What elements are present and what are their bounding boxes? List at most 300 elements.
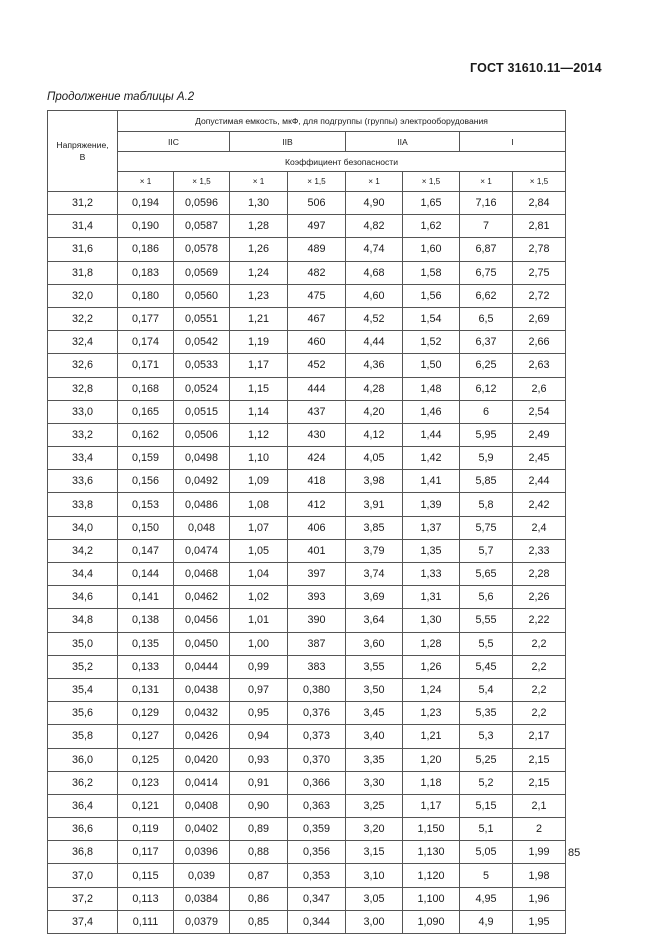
page-number: 85 xyxy=(568,847,581,859)
capacitance-cell: 1,52 xyxy=(403,331,460,354)
capacitance-cell: 3,45 xyxy=(346,702,403,725)
capacitance-cell: 6,75 xyxy=(460,261,513,284)
capacitance-cell: 1,100 xyxy=(403,887,460,910)
capacitance-cell: 5,2 xyxy=(460,771,513,794)
table-row xyxy=(48,354,566,377)
capacitance-cell: 3,15 xyxy=(346,841,403,864)
capacitance-cell: 2,63 xyxy=(513,354,566,377)
capacitance-cell: 1,21 xyxy=(230,307,288,330)
capacitance-cell: 1,26 xyxy=(230,238,288,261)
table-row xyxy=(48,261,566,284)
capacitance-cell: 2 xyxy=(513,818,566,841)
group-header-i: I xyxy=(460,132,566,152)
capacitance-cell: 0,127 xyxy=(118,725,174,748)
capacitance-cell: 0,89 xyxy=(230,818,288,841)
capacitance-cell: 1,08 xyxy=(230,493,288,516)
capacitance-cell: 2,66 xyxy=(513,331,566,354)
capacitance-cell: 4,36 xyxy=(346,354,403,377)
table-row xyxy=(48,238,566,261)
capacitance-cell: 0,0560 xyxy=(174,284,230,307)
factor-header: × 1,5 xyxy=(403,172,460,192)
capacitance-cell: 0,0587 xyxy=(174,215,230,238)
capacitance-cell: 3,60 xyxy=(346,632,403,655)
capacitance-cell: 0,0456 xyxy=(174,609,230,632)
capacitance-cell: 1,26 xyxy=(403,655,460,678)
capacitance-cell: 1,30 xyxy=(230,192,288,215)
voltage-cell: 35,6 xyxy=(48,702,118,725)
capacitance-cell: 6 xyxy=(460,400,513,423)
capacitance-cell: 3,40 xyxy=(346,725,403,748)
capacitance-cell: 0,91 xyxy=(230,771,288,794)
capacitance-cell: 0,0438 xyxy=(174,678,230,701)
capacitance-cell: 7 xyxy=(460,215,513,238)
capacitance-cell: 0,0551 xyxy=(174,307,230,330)
capacitance-cell: 2,78 xyxy=(513,238,566,261)
group-header-iic: IIC xyxy=(118,132,230,152)
capacitance-cell: 6,87 xyxy=(460,238,513,261)
capacitance-cell: 430 xyxy=(288,423,346,446)
capacitance-cell: 0,174 xyxy=(118,331,174,354)
voltage-cell: 32,4 xyxy=(48,331,118,354)
capacitance-cell: 5,65 xyxy=(460,563,513,586)
capacitance-cell: 2,15 xyxy=(513,771,566,794)
capacitance-cell: 1,50 xyxy=(403,354,460,377)
capacitance-cell: 0,0426 xyxy=(174,725,230,748)
voltage-cell: 33,2 xyxy=(48,423,118,446)
voltage-cell: 33,8 xyxy=(48,493,118,516)
capacitance-cell: 4,05 xyxy=(346,447,403,470)
table-header xyxy=(48,111,566,192)
capacitance-cell: 0,373 xyxy=(288,725,346,748)
capacitance-cell: 452 xyxy=(288,354,346,377)
capacitance-cell: 0,0524 xyxy=(174,377,230,400)
capacitance-cell: 4,52 xyxy=(346,307,403,330)
voltage-cell: 37,0 xyxy=(48,864,118,887)
capacitance-cell: 2,42 xyxy=(513,493,566,516)
capacitance-cell: 0,363 xyxy=(288,794,346,817)
voltage-cell: 33,6 xyxy=(48,470,118,493)
capacitance-cell: 2,49 xyxy=(513,423,566,446)
table-row xyxy=(48,215,566,238)
capacitance-cell: 2,54 xyxy=(513,400,566,423)
capacitance-cell: 3,10 xyxy=(346,864,403,887)
capacitance-cell: 1,15 xyxy=(230,377,288,400)
capacitance-cell: 1,00 xyxy=(230,632,288,655)
capacitance-cell: 5,75 xyxy=(460,516,513,539)
capacitance-cell: 5,25 xyxy=(460,748,513,771)
voltage-cell: 35,2 xyxy=(48,655,118,678)
capacitance-cell: 2,26 xyxy=(513,586,566,609)
table-row xyxy=(48,794,566,817)
capacitance-cell: 1,96 xyxy=(513,887,566,910)
capacitance-cell: 0,156 xyxy=(118,470,174,493)
capacitance-cell: 5,95 xyxy=(460,423,513,446)
capacitance-cell: 1,23 xyxy=(403,702,460,725)
capacitance-cell: 1,17 xyxy=(230,354,288,377)
capacitance-cell: 6,12 xyxy=(460,377,513,400)
capacitance-cell: 5,45 xyxy=(460,655,513,678)
capacitance-cell: 2,1 xyxy=(513,794,566,817)
capacitance-cell: 4,68 xyxy=(346,261,403,284)
capacitance-cell: 2,75 xyxy=(513,261,566,284)
voltage-cell: 31,4 xyxy=(48,215,118,238)
capacitance-cell: 0,135 xyxy=(118,632,174,655)
capacitance-cell: 0,85 xyxy=(230,910,288,933)
capacitance-cell: 0,0596 xyxy=(174,192,230,215)
capacitance-cell: 489 xyxy=(288,238,346,261)
capacitance-cell: 406 xyxy=(288,516,346,539)
capacitance-cell: 0,0444 xyxy=(174,655,230,678)
capacitance-cell: 387 xyxy=(288,632,346,655)
voltage-cell: 36,4 xyxy=(48,794,118,817)
table-row xyxy=(48,400,566,423)
capacitance-cell: 0,0474 xyxy=(174,539,230,562)
capacitance-cell: 6,5 xyxy=(460,307,513,330)
capacitance-cell: 1,120 xyxy=(403,864,460,887)
capacitance-cell: 0,115 xyxy=(118,864,174,887)
capacitance-cell: 0,121 xyxy=(118,794,174,817)
capacitance-cell: 0,347 xyxy=(288,887,346,910)
capacitance-cell: 6,62 xyxy=(460,284,513,307)
capacitance-cell: 3,64 xyxy=(346,609,403,632)
capacitance-cell: 5,4 xyxy=(460,678,513,701)
capacitance-cell: 2,4 xyxy=(513,516,566,539)
voltage-cell: 37,2 xyxy=(48,887,118,910)
capacitance-cell: 4,90 xyxy=(346,192,403,215)
capacitance-cell: 0,168 xyxy=(118,377,174,400)
capacitance-cell: 397 xyxy=(288,563,346,586)
capacitance-cell: 7,16 xyxy=(460,192,513,215)
capacitance-cell: 0,94 xyxy=(230,725,288,748)
capacitance-cell: 401 xyxy=(288,539,346,562)
capacitance-cell: 2,44 xyxy=(513,470,566,493)
capacitance-cell: 0,123 xyxy=(118,771,174,794)
capacitance-cell: 1,65 xyxy=(403,192,460,215)
capacitance-cell: 0,0486 xyxy=(174,493,230,516)
capacitance-cell: 0,0468 xyxy=(174,563,230,586)
capacitance-cell: 5 xyxy=(460,864,513,887)
capacitance-cell: 1,05 xyxy=(230,539,288,562)
voltage-cell: 31,8 xyxy=(48,261,118,284)
table-row xyxy=(48,586,566,609)
factor-header: × 1 xyxy=(118,172,174,192)
voltage-cell: 36,8 xyxy=(48,841,118,864)
capacitance-cell: 0,131 xyxy=(118,678,174,701)
capacitance-cell: 0,147 xyxy=(118,539,174,562)
capacitance-cell: 0,0379 xyxy=(174,910,230,933)
capacitance-cell: 5,8 xyxy=(460,493,513,516)
voltage-cell: 36,2 xyxy=(48,771,118,794)
table-row xyxy=(48,192,566,215)
capacitance-cell: 0,344 xyxy=(288,910,346,933)
capacitance-cell: 0,048 xyxy=(174,516,230,539)
capacitance-cell: 0,138 xyxy=(118,609,174,632)
table-row xyxy=(48,377,566,400)
capacitance-cell: 1,31 xyxy=(403,586,460,609)
capacitance-cell: 0,186 xyxy=(118,238,174,261)
capacitance-cell: 2,72 xyxy=(513,284,566,307)
capacitance-cell: 1,42 xyxy=(403,447,460,470)
voltage-cell: 34,6 xyxy=(48,586,118,609)
capacitance-cell: 0,0506 xyxy=(174,423,230,446)
capacitance-cell: 1,46 xyxy=(403,400,460,423)
capacitance-cell: 3,50 xyxy=(346,678,403,701)
capacitance-cell: 1,95 xyxy=(513,910,566,933)
capacitance-cell: 3,91 xyxy=(346,493,403,516)
capacitance-cell: 2,15 xyxy=(513,748,566,771)
capacitance-cell: 5,6 xyxy=(460,586,513,609)
table-row xyxy=(48,470,566,493)
capacitance-cell: 2,33 xyxy=(513,539,566,562)
capacitance-cell: 0,0533 xyxy=(174,354,230,377)
capacitance-cell: 0,153 xyxy=(118,493,174,516)
capacitance-cell: 1,18 xyxy=(403,771,460,794)
capacitance-cell: 0,0569 xyxy=(174,261,230,284)
capacitance-cell: 0,0420 xyxy=(174,748,230,771)
capacitance-cell: 0,171 xyxy=(118,354,174,377)
capacitance-cell: 0,190 xyxy=(118,215,174,238)
capacitance-cell: 475 xyxy=(288,284,346,307)
voltage-cell: 34,2 xyxy=(48,539,118,562)
capacitance-cell: 5,1 xyxy=(460,818,513,841)
capacitance-cell: 1,04 xyxy=(230,563,288,586)
capacitance-cell: 2,17 xyxy=(513,725,566,748)
capacitance-cell: 3,20 xyxy=(346,818,403,841)
voltage-cell: 31,2 xyxy=(48,192,118,215)
capacitance-cell: 0,177 xyxy=(118,307,174,330)
capacitance-cell: 1,60 xyxy=(403,238,460,261)
voltage-cell: 35,8 xyxy=(48,725,118,748)
table-row xyxy=(48,910,566,933)
voltage-cell: 33,4 xyxy=(48,447,118,470)
capacitance-cell: 1,33 xyxy=(403,563,460,586)
capacitance-cell: 0,129 xyxy=(118,702,174,725)
capacitance-cell: 2,28 xyxy=(513,563,566,586)
capacitance-cell: 2,81 xyxy=(513,215,566,238)
capacitance-cell: 1,56 xyxy=(403,284,460,307)
capacitance-cell: 0,380 xyxy=(288,678,346,701)
voltage-header-unit: В xyxy=(79,152,86,162)
capacitance-cell: 2,2 xyxy=(513,655,566,678)
capacitance-cell: 1,17 xyxy=(403,794,460,817)
capacitance-cell: 2,2 xyxy=(513,702,566,725)
table-row xyxy=(48,771,566,794)
capacitance-cell: 1,130 xyxy=(403,841,460,864)
table-row xyxy=(48,516,566,539)
factor-header: × 1 xyxy=(346,172,403,192)
capacitance-cell: 424 xyxy=(288,447,346,470)
capacitance-cell: 1,28 xyxy=(230,215,288,238)
capacitance-cell: 5,55 xyxy=(460,609,513,632)
table-body xyxy=(48,192,566,934)
capacitance-cell: 0,88 xyxy=(230,841,288,864)
capacitance-cell: 1,35 xyxy=(403,539,460,562)
capacitance-cell: 0,111 xyxy=(118,910,174,933)
capacitance-cell: 467 xyxy=(288,307,346,330)
voltage-cell: 33,0 xyxy=(48,400,118,423)
capacitance-cell: 444 xyxy=(288,377,346,400)
table-row xyxy=(48,447,566,470)
capacitance-cell: 1,07 xyxy=(230,516,288,539)
capacitance-cell: 0,376 xyxy=(288,702,346,725)
capacitance-cell: 0,353 xyxy=(288,864,346,887)
table-caption: Продолжение таблицы А.2 xyxy=(47,91,195,103)
capacitance-cell: 1,28 xyxy=(403,632,460,655)
voltage-cell: 35,0 xyxy=(48,632,118,655)
voltage-cell: 35,4 xyxy=(48,678,118,701)
capacitance-cell: 0,359 xyxy=(288,818,346,841)
capacitance-cell: 1,20 xyxy=(403,748,460,771)
capacitance-cell: 5,9 xyxy=(460,447,513,470)
capacitance-cell: 1,23 xyxy=(230,284,288,307)
table-row xyxy=(48,493,566,516)
capacitance-cell: 3,85 xyxy=(346,516,403,539)
capacitance-cell: 383 xyxy=(288,655,346,678)
capacitance-cell: 1,98 xyxy=(513,864,566,887)
capacitance-cell: 1,09 xyxy=(230,470,288,493)
capacitance-cell: 5,15 xyxy=(460,794,513,817)
capacitance-cell: 0,144 xyxy=(118,563,174,586)
table-row xyxy=(48,678,566,701)
capacitance-cell: 0,370 xyxy=(288,748,346,771)
capacitance-cell: 412 xyxy=(288,493,346,516)
capacitance-cell: 0,0462 xyxy=(174,586,230,609)
table-row xyxy=(48,818,566,841)
capacitance-cell: 0,87 xyxy=(230,864,288,887)
capacitance-cell: 5,3 xyxy=(460,725,513,748)
capacitance-cell: 4,82 xyxy=(346,215,403,238)
capacitance-cell: 0,165 xyxy=(118,400,174,423)
capacitance-cell: 1,24 xyxy=(230,261,288,284)
capacitance-cell: 0,141 xyxy=(118,586,174,609)
capacitance-cell: 0,0414 xyxy=(174,771,230,794)
capacitance-cell: 0,0396 xyxy=(174,841,230,864)
capacitance-cell: 4,28 xyxy=(346,377,403,400)
capacitance-header: Допустимая емкость, мкФ, для подгруппы (группы) электрооборудования xyxy=(118,111,566,132)
capacitance-cell: 2,45 xyxy=(513,447,566,470)
capacitance-cell: 0,0515 xyxy=(174,400,230,423)
capacitance-cell: 0,162 xyxy=(118,423,174,446)
table-row xyxy=(48,307,566,330)
capacitance-table xyxy=(47,110,566,934)
capacitance-cell: 482 xyxy=(288,261,346,284)
capacitance-cell: 2,6 xyxy=(513,377,566,400)
capacitance-cell: 4,20 xyxy=(346,400,403,423)
capacitance-cell: 0,150 xyxy=(118,516,174,539)
capacitance-cell: 3,00 xyxy=(346,910,403,933)
safety-factor-header: Коэффициент безопасности xyxy=(118,152,566,172)
capacitance-cell: 0,0402 xyxy=(174,818,230,841)
factor-header: × 1 xyxy=(460,172,513,192)
capacitance-cell: 1,02 xyxy=(230,586,288,609)
capacitance-cell: 0,0408 xyxy=(174,794,230,817)
table-row xyxy=(48,748,566,771)
table-row xyxy=(48,423,566,446)
capacitance-cell: 4,60 xyxy=(346,284,403,307)
capacitance-cell: 5,05 xyxy=(460,841,513,864)
capacitance-cell: 0,0384 xyxy=(174,887,230,910)
capacitance-cell: 0,133 xyxy=(118,655,174,678)
table-row xyxy=(48,887,566,910)
factor-header: × 1,5 xyxy=(513,172,566,192)
capacitance-cell: 1,99 xyxy=(513,841,566,864)
capacitance-cell: 3,05 xyxy=(346,887,403,910)
capacitance-cell: 0,0542 xyxy=(174,331,230,354)
capacitance-cell: 0,117 xyxy=(118,841,174,864)
table-row xyxy=(48,702,566,725)
voltage-cell: 36,0 xyxy=(48,748,118,771)
capacitance-cell: 0,125 xyxy=(118,748,174,771)
capacitance-cell: 1,01 xyxy=(230,609,288,632)
factor-header: × 1,5 xyxy=(288,172,346,192)
voltage-cell: 34,4 xyxy=(48,563,118,586)
capacitance-cell: 3,30 xyxy=(346,771,403,794)
capacitance-cell: 0,0498 xyxy=(174,447,230,470)
capacitance-cell: 4,9 xyxy=(460,910,513,933)
table-row xyxy=(48,609,566,632)
capacitance-cell: 0,039 xyxy=(174,864,230,887)
capacitance-cell: 2,69 xyxy=(513,307,566,330)
capacitance-cell: 3,79 xyxy=(346,539,403,562)
capacitance-cell: 393 xyxy=(288,586,346,609)
table-row xyxy=(48,632,566,655)
capacitance-cell: 6,37 xyxy=(460,331,513,354)
capacitance-cell: 0,95 xyxy=(230,702,288,725)
capacitance-cell: 460 xyxy=(288,331,346,354)
capacitance-cell: 437 xyxy=(288,400,346,423)
capacitance-cell: 0,97 xyxy=(230,678,288,701)
capacitance-cell: 1,54 xyxy=(403,307,460,330)
capacitance-cell: 0,90 xyxy=(230,794,288,817)
voltage-cell: 32,2 xyxy=(48,307,118,330)
capacitance-cell: 1,19 xyxy=(230,331,288,354)
capacitance-cell: 6,25 xyxy=(460,354,513,377)
voltage-header-label: Напряжение, xyxy=(56,140,109,150)
capacitance-cell: 5,35 xyxy=(460,702,513,725)
capacitance-cell: 4,12 xyxy=(346,423,403,446)
capacitance-cell: 0,183 xyxy=(118,261,174,284)
capacitance-cell: 0,99 xyxy=(230,655,288,678)
capacitance-cell: 5,5 xyxy=(460,632,513,655)
capacitance-cell: 0,0578 xyxy=(174,238,230,261)
capacitance-cell: 497 xyxy=(288,215,346,238)
capacitance-cell: 3,98 xyxy=(346,470,403,493)
capacitance-cell: 0,0432 xyxy=(174,702,230,725)
capacitance-cell: 1,14 xyxy=(230,400,288,423)
capacitance-cell: 3,55 xyxy=(346,655,403,678)
voltage-column-header xyxy=(48,111,118,192)
table-row xyxy=(48,563,566,586)
capacitance-cell: 0,159 xyxy=(118,447,174,470)
capacitance-cell: 4,74 xyxy=(346,238,403,261)
capacitance-cell: 3,35 xyxy=(346,748,403,771)
capacitance-cell: 4,44 xyxy=(346,331,403,354)
capacitance-cell: 0,194 xyxy=(118,192,174,215)
capacitance-cell: 3,74 xyxy=(346,563,403,586)
capacitance-cell: 1,44 xyxy=(403,423,460,446)
capacitance-cell: 1,37 xyxy=(403,516,460,539)
capacitance-cell: 1,24 xyxy=(403,678,460,701)
capacitance-cell: 1,41 xyxy=(403,470,460,493)
capacitance-cell: 1,10 xyxy=(230,447,288,470)
capacitance-cell: 1,62 xyxy=(403,215,460,238)
capacitance-cell: 5,7 xyxy=(460,539,513,562)
voltage-cell: 34,0 xyxy=(48,516,118,539)
group-header-iia: IIA xyxy=(346,132,460,152)
capacitance-cell: 1,48 xyxy=(403,377,460,400)
capacitance-cell: 390 xyxy=(288,609,346,632)
group-header-iib: IIB xyxy=(230,132,346,152)
